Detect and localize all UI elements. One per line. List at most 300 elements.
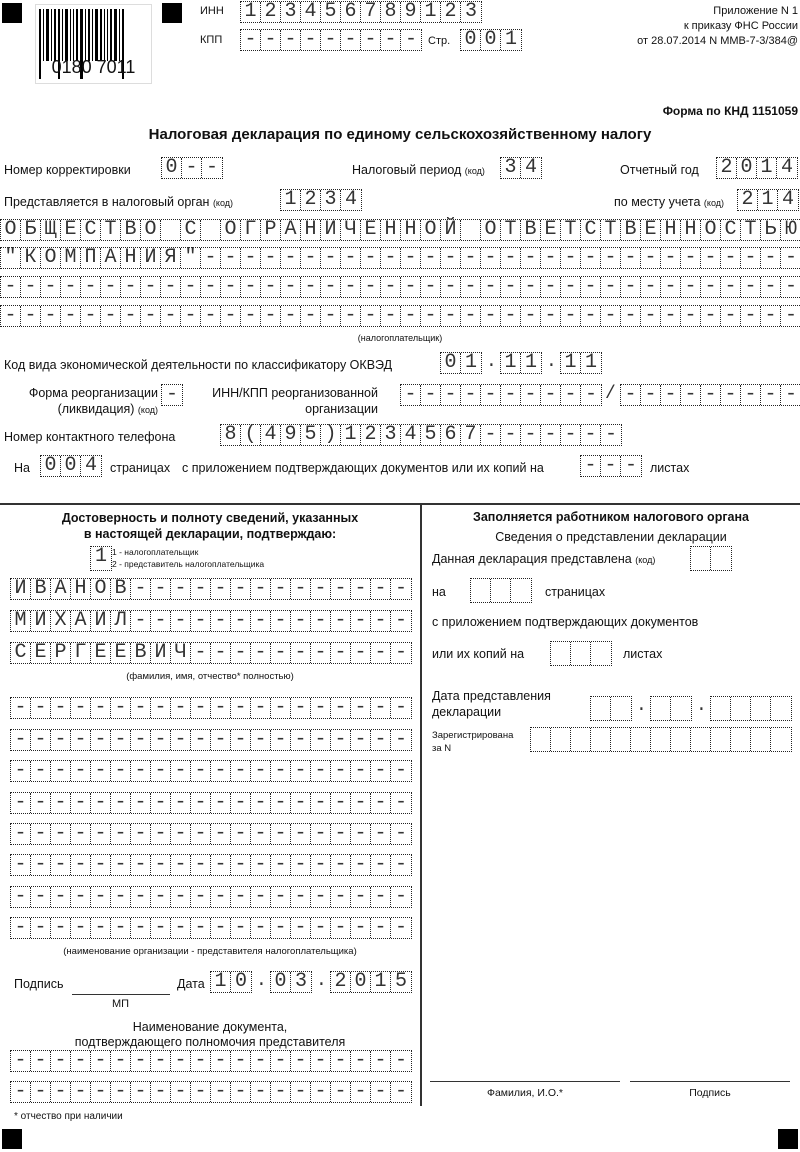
- location-label-text: по месту учета: [614, 195, 701, 209]
- rep-org-row-2[interactable]: [10, 729, 412, 751]
- char-cell: -: [111, 855, 131, 875]
- char-cell: [491, 579, 511, 602]
- char-cell: -: [281, 306, 301, 326]
- char-cell: -: [111, 887, 131, 907]
- char-cell: -: [151, 579, 171, 599]
- char-cell: 1: [464, 351, 477, 374]
- char-cell: -: [191, 698, 211, 718]
- char-cell: Ь: [761, 220, 781, 240]
- corner-marker-top-left: [2, 3, 22, 23]
- char-cell: -: [191, 611, 211, 631]
- barcode-bars: [39, 9, 126, 61]
- char-cell: Ю: [784, 218, 797, 241]
- rep-org-row-3[interactable]: [10, 760, 412, 782]
- char-cell: [571, 642, 591, 665]
- submitted-code-hint: (код): [635, 555, 656, 565]
- char-cell: Н: [381, 220, 401, 240]
- char-cell: -: [71, 918, 91, 938]
- barcode-bar: [110, 9, 112, 61]
- authority-label-text: Представляется в налоговый орган: [4, 195, 210, 209]
- date-month-field[interactable]: [270, 971, 312, 993]
- taxpayer-caption: (налогоплательщик): [357, 333, 443, 343]
- char-cell: -: [761, 277, 781, 297]
- char-cell: -: [341, 30, 361, 50]
- signer-option-2: 2 - представитель налогоплательщика: [112, 559, 265, 569]
- char-cell: Р: [51, 643, 71, 663]
- char-cell: -: [394, 885, 407, 908]
- char-cell: И: [91, 611, 111, 631]
- char-cell: -: [171, 730, 191, 750]
- char-cell: -: [311, 698, 331, 718]
- okved-part-2[interactable]: [500, 352, 542, 374]
- office-pages-field[interactable]: [470, 578, 532, 603]
- rep-org-row-4[interactable]: [10, 792, 412, 814]
- char-cell: -: [681, 277, 701, 297]
- char-cell: -: [441, 385, 461, 405]
- char-cell: -: [151, 918, 171, 938]
- char-cell: -: [91, 1051, 111, 1071]
- char-cell: -: [481, 385, 501, 405]
- char-cell: -: [51, 730, 71, 750]
- char-cell: 8: [381, 2, 401, 22]
- char-cell: -: [681, 306, 701, 326]
- char-cell: -: [131, 793, 151, 813]
- char-cell: Н: [681, 220, 701, 240]
- char-cell: -: [31, 824, 51, 844]
- char-cell: 0: [271, 972, 291, 992]
- char-cell: -: [271, 611, 291, 631]
- submitted-field[interactable]: [690, 546, 732, 571]
- char-cell: -: [191, 1082, 211, 1102]
- char-cell: -: [131, 698, 151, 718]
- char-cell: -: [251, 730, 271, 750]
- char-cell: -: [41, 306, 61, 326]
- kpp-label: КПП: [200, 34, 223, 46]
- office-date-day-field[interactable]: [590, 696, 632, 721]
- char-cell: -: [261, 30, 281, 50]
- year-field[interactable]: [716, 157, 798, 179]
- char-cell: -: [331, 855, 351, 875]
- char-cell: О: [221, 220, 241, 240]
- char-cell: -: [681, 385, 701, 405]
- char-cell: -: [251, 579, 271, 599]
- org-name-row-4[interactable]: [0, 305, 800, 327]
- office-signature-line[interactable]: [630, 1081, 790, 1082]
- char-cell: -: [394, 853, 407, 876]
- rep-org-row-8[interactable]: [10, 917, 412, 939]
- char-cell: -: [351, 1051, 371, 1071]
- char-cell: -: [91, 730, 111, 750]
- office-date-month-field[interactable]: [650, 696, 692, 721]
- rep-org-row-6[interactable]: [10, 854, 412, 876]
- char-cell: Т: [601, 220, 621, 240]
- char-cell: -: [131, 855, 151, 875]
- char-cell: -: [361, 277, 381, 297]
- char-cell: -: [221, 277, 241, 297]
- char-cell: -: [621, 385, 641, 405]
- date-year-field[interactable]: [330, 971, 412, 993]
- reorg-field[interactable]: [161, 384, 183, 406]
- char-cell: -: [251, 1051, 271, 1071]
- reorg-code-hint: (код): [137, 405, 158, 415]
- correction-field[interactable]: [161, 157, 223, 179]
- barcode-bar: [100, 9, 102, 61]
- char-cell: 0: [441, 353, 461, 373]
- phone-field[interactable]: [220, 424, 622, 446]
- signature-label: Подпись: [14, 977, 64, 991]
- char-cell: -: [171, 887, 191, 907]
- doc-row-2[interactable]: [10, 1081, 412, 1103]
- reorg-kpp-field[interactable]: [620, 384, 800, 406]
- authority-field[interactable]: [280, 189, 362, 211]
- okved-dot-2: .: [546, 352, 557, 372]
- char-cell: -: [131, 579, 151, 599]
- org-name-row-3[interactable]: [0, 276, 800, 298]
- stamp-label: МП: [112, 998, 130, 1010]
- char-cell: [751, 728, 771, 751]
- char-cell: -: [171, 1082, 191, 1102]
- char-cell: -: [191, 643, 211, 663]
- char-cell: -: [91, 824, 111, 844]
- char-cell: -: [11, 824, 31, 844]
- char-cell: -: [71, 1082, 91, 1102]
- char-cell: -: [291, 1051, 311, 1071]
- char-cell: С: [581, 220, 601, 240]
- barcode-bar: [73, 9, 74, 61]
- char-cell: -: [331, 730, 351, 750]
- char-cell: -: [331, 1051, 351, 1071]
- char-cell: -: [721, 248, 741, 268]
- first-name-field[interactable]: [10, 610, 412, 632]
- doc-row-1[interactable]: [10, 1050, 412, 1072]
- char-cell: -: [624, 454, 637, 477]
- kpp-field[interactable]: [240, 29, 422, 51]
- char-cell: -: [191, 761, 211, 781]
- signer-type-field[interactable]: [90, 546, 112, 571]
- patronymic-field[interactable]: [10, 642, 412, 664]
- char-cell: -: [481, 277, 501, 297]
- char-cell: 2: [361, 425, 381, 445]
- char-cell: -: [351, 887, 371, 907]
- char-cell: Н: [71, 579, 91, 599]
- char-cell: [731, 728, 751, 751]
- char-cell: 6: [441, 425, 461, 445]
- attach-field[interactable]: [580, 455, 642, 477]
- char-cell: -: [101, 277, 121, 297]
- char-cell: И: [31, 611, 51, 631]
- office-copies-field[interactable]: [550, 641, 612, 666]
- char-cell: -: [181, 277, 201, 297]
- char-cell: -: [394, 759, 407, 782]
- char-cell: -: [381, 306, 401, 326]
- char-cell: -: [231, 579, 251, 599]
- char-cell: Я: [161, 248, 181, 268]
- char-cell: -: [351, 824, 371, 844]
- char-cell: [691, 547, 711, 570]
- inn-field[interactable]: [240, 1, 482, 23]
- barcode-bar: [43, 9, 44, 61]
- char-cell: -: [71, 824, 91, 844]
- char-cell: -: [161, 277, 181, 297]
- char-cell: -: [331, 611, 351, 631]
- char-cell: -: [421, 277, 441, 297]
- char-cell: 3: [321, 190, 341, 210]
- char-cell: 1: [211, 972, 231, 992]
- date-dot-1: .: [256, 971, 267, 991]
- char-cell: -: [541, 277, 561, 297]
- authority-label: [4, 195, 233, 209]
- char-cell: -: [41, 277, 61, 297]
- surname-field[interactable]: [10, 578, 412, 600]
- char-cell: -: [291, 793, 311, 813]
- char-cell: -: [131, 918, 151, 938]
- char-cell: -: [251, 761, 271, 781]
- char-cell: С: [181, 220, 201, 240]
- reg-number-field[interactable]: [530, 727, 792, 752]
- char-cell: -: [165, 383, 178, 406]
- char-cell: -: [561, 425, 581, 445]
- char-cell: -: [31, 793, 51, 813]
- attach-suffix: листах: [650, 461, 690, 475]
- char-cell: -: [291, 761, 311, 781]
- char-cell: -: [11, 730, 31, 750]
- char-cell: -: [51, 887, 71, 907]
- char-cell: 0: [234, 970, 247, 993]
- char-cell: -: [761, 385, 781, 405]
- char-cell: -: [251, 643, 271, 663]
- char-cell: 5: [394, 970, 407, 993]
- char-cell: -: [111, 1082, 131, 1102]
- pages-suffix: страницах: [110, 461, 171, 475]
- char-cell: -: [111, 698, 131, 718]
- period-label-text: Налоговый период: [352, 163, 462, 177]
- char-cell: -: [231, 855, 251, 875]
- reorg-inn-field[interactable]: [400, 384, 602, 406]
- char-cell: 0: [162, 158, 182, 178]
- okved-part-3[interactable]: [560, 352, 602, 374]
- char-cell: -: [261, 277, 281, 297]
- char-cell: -: [11, 887, 31, 907]
- char-cell: -: [91, 887, 111, 907]
- okved-part-1[interactable]: [440, 352, 482, 374]
- char-cell: (: [241, 425, 261, 445]
- char-cell: -: [581, 248, 601, 268]
- char-cell: -: [281, 277, 301, 297]
- char-cell: -: [111, 918, 131, 938]
- char-cell: -: [271, 918, 291, 938]
- org-name-row-1[interactable]: [0, 219, 800, 241]
- char-cell: В: [111, 579, 131, 599]
- char-cell: -: [171, 918, 191, 938]
- char-cell: -: [561, 277, 581, 297]
- char-cell: ": [1, 248, 21, 268]
- char-cell: -: [441, 248, 461, 268]
- char-cell: -: [51, 793, 71, 813]
- char-cell: -: [61, 306, 81, 326]
- char-cell: -: [151, 761, 171, 781]
- char-cell: -: [381, 30, 401, 50]
- office-copies-suffix: листах: [623, 647, 663, 661]
- char-cell: [551, 728, 571, 751]
- char-cell: Н: [301, 220, 321, 240]
- rep-org-caption: (наименование организации - представителя налогоплательщика): [63, 946, 357, 957]
- char-cell: -: [241, 306, 261, 326]
- rep-org-row-5[interactable]: [10, 823, 412, 845]
- corner-marker-top-mid: [162, 3, 182, 23]
- char-cell: 0: [41, 456, 61, 476]
- char-cell: -: [211, 887, 231, 907]
- submitted-label-text: Данная декларация представлена: [432, 552, 632, 566]
- date-dot-2: .: [316, 971, 327, 991]
- char-cell: 6: [341, 2, 361, 22]
- char-cell: -: [11, 1082, 31, 1102]
- char-cell: -: [371, 730, 391, 750]
- char-cell: [591, 697, 611, 720]
- year-label: Отчетный год: [620, 163, 699, 177]
- char-cell: -: [371, 643, 391, 663]
- char-cell: -: [661, 277, 681, 297]
- char-cell: Ч: [171, 643, 191, 663]
- char-cell: [611, 728, 631, 751]
- char-cell: -: [401, 306, 421, 326]
- char-cell: [511, 579, 531, 602]
- char-cell: 1: [584, 351, 597, 374]
- char-cell: -: [71, 761, 91, 781]
- char-cell: [651, 728, 671, 751]
- char-cell: -: [381, 248, 401, 268]
- char-cell: -: [191, 918, 211, 938]
- char-cell: -: [784, 246, 797, 269]
- char-cell: -: [311, 730, 331, 750]
- page-number-field[interactable]: [460, 29, 522, 51]
- char-cell: -: [131, 887, 151, 907]
- char-cell: -: [131, 1051, 151, 1071]
- doc-label-2: подтверждающего полномочия представителя: [74, 1035, 346, 1049]
- pages-field[interactable]: [40, 455, 102, 477]
- okved-dot-1: .: [486, 352, 497, 372]
- char-cell: -: [501, 277, 521, 297]
- office-fio-line[interactable]: [430, 1081, 620, 1082]
- char-cell: -: [151, 730, 171, 750]
- char-cell: -: [131, 611, 151, 631]
- char-cell: -: [481, 425, 501, 445]
- char-cell: -: [231, 1051, 251, 1071]
- char-cell: Т: [561, 220, 581, 240]
- barcode-bar: [62, 9, 63, 61]
- location-field[interactable]: [737, 189, 799, 211]
- char-cell: -: [271, 1051, 291, 1071]
- char-cell: -: [301, 277, 321, 297]
- location-label: [614, 195, 724, 209]
- char-cell: 9: [281, 425, 301, 445]
- reg-label-2: за N: [432, 743, 452, 754]
- char-cell: О: [1, 220, 21, 240]
- char-cell: -: [21, 306, 41, 326]
- char-cell: -: [51, 698, 71, 718]
- char-cell: -: [394, 791, 407, 814]
- char-cell: -: [191, 793, 211, 813]
- char-cell: -: [371, 1051, 391, 1071]
- char-cell: -: [121, 277, 141, 297]
- char-cell: -: [151, 1051, 171, 1071]
- char-cell: 1: [561, 353, 581, 373]
- char-cell: -: [21, 277, 41, 297]
- char-cell: -: [271, 887, 291, 907]
- org-name-row-2[interactable]: [0, 247, 800, 269]
- char-cell: М: [11, 611, 31, 631]
- char-cell: -: [211, 1051, 231, 1071]
- char-cell: [671, 728, 691, 751]
- char-cell: -: [231, 918, 251, 938]
- char-cell: -: [341, 306, 361, 326]
- char-cell: -: [604, 423, 617, 446]
- office-fio-caption: Фамилия, И.О.*: [486, 1087, 564, 1099]
- rep-org-row-7[interactable]: [10, 886, 412, 908]
- char-cell: -: [521, 277, 541, 297]
- char-cell: -: [331, 793, 351, 813]
- char-cell: [731, 697, 751, 720]
- signature-line[interactable]: [72, 994, 170, 995]
- char-cell: В: [131, 643, 151, 663]
- barcode-bar: [85, 9, 86, 61]
- char-cell: -: [211, 918, 231, 938]
- char-cell: -: [181, 306, 201, 326]
- office-attach-label: с приложением подтверждающих документов: [432, 615, 699, 629]
- char-cell: -: [171, 698, 191, 718]
- char-cell: -: [331, 761, 351, 781]
- char-cell: -: [394, 728, 407, 751]
- char-cell: -: [541, 385, 561, 405]
- char-cell: -: [331, 824, 351, 844]
- char-cell: -: [141, 277, 161, 297]
- char-cell: -: [171, 761, 191, 781]
- char-cell: -: [561, 385, 581, 405]
- char-cell: -: [331, 918, 351, 938]
- char-cell: [771, 697, 791, 720]
- char-cell: -: [211, 855, 231, 875]
- char-cell: -: [311, 824, 331, 844]
- rep-org-row-1[interactable]: [10, 697, 412, 719]
- char-cell: 9: [401, 2, 421, 22]
- char-cell: 3: [381, 425, 401, 445]
- char-cell: -: [331, 698, 351, 718]
- office-date-year-field[interactable]: [710, 696, 792, 721]
- char-cell: О: [91, 579, 111, 599]
- office-date-dot-2: .: [696, 696, 707, 716]
- barcode-bar: [114, 9, 117, 61]
- char-cell: 0: [481, 30, 501, 50]
- char-cell: -: [171, 793, 191, 813]
- authority-code-hint: (код): [212, 198, 234, 208]
- char-cell: -: [291, 824, 311, 844]
- char-cell: -: [231, 643, 251, 663]
- char-cell: 4: [780, 156, 793, 179]
- date-day-field[interactable]: [210, 971, 252, 993]
- char-cell: -: [311, 1082, 331, 1102]
- char-cell: -: [721, 385, 741, 405]
- char-cell: Е: [111, 643, 131, 663]
- char-cell: -: [301, 30, 321, 50]
- char-cell: -: [701, 385, 721, 405]
- char-cell: Н: [121, 248, 141, 268]
- char-cell: -: [211, 730, 231, 750]
- period-field[interactable]: [500, 157, 542, 179]
- char-cell: -: [394, 577, 407, 600]
- char-cell: -: [131, 730, 151, 750]
- char-cell: -: [641, 306, 661, 326]
- char-cell: -: [71, 698, 91, 718]
- char-cell: М: [61, 248, 81, 268]
